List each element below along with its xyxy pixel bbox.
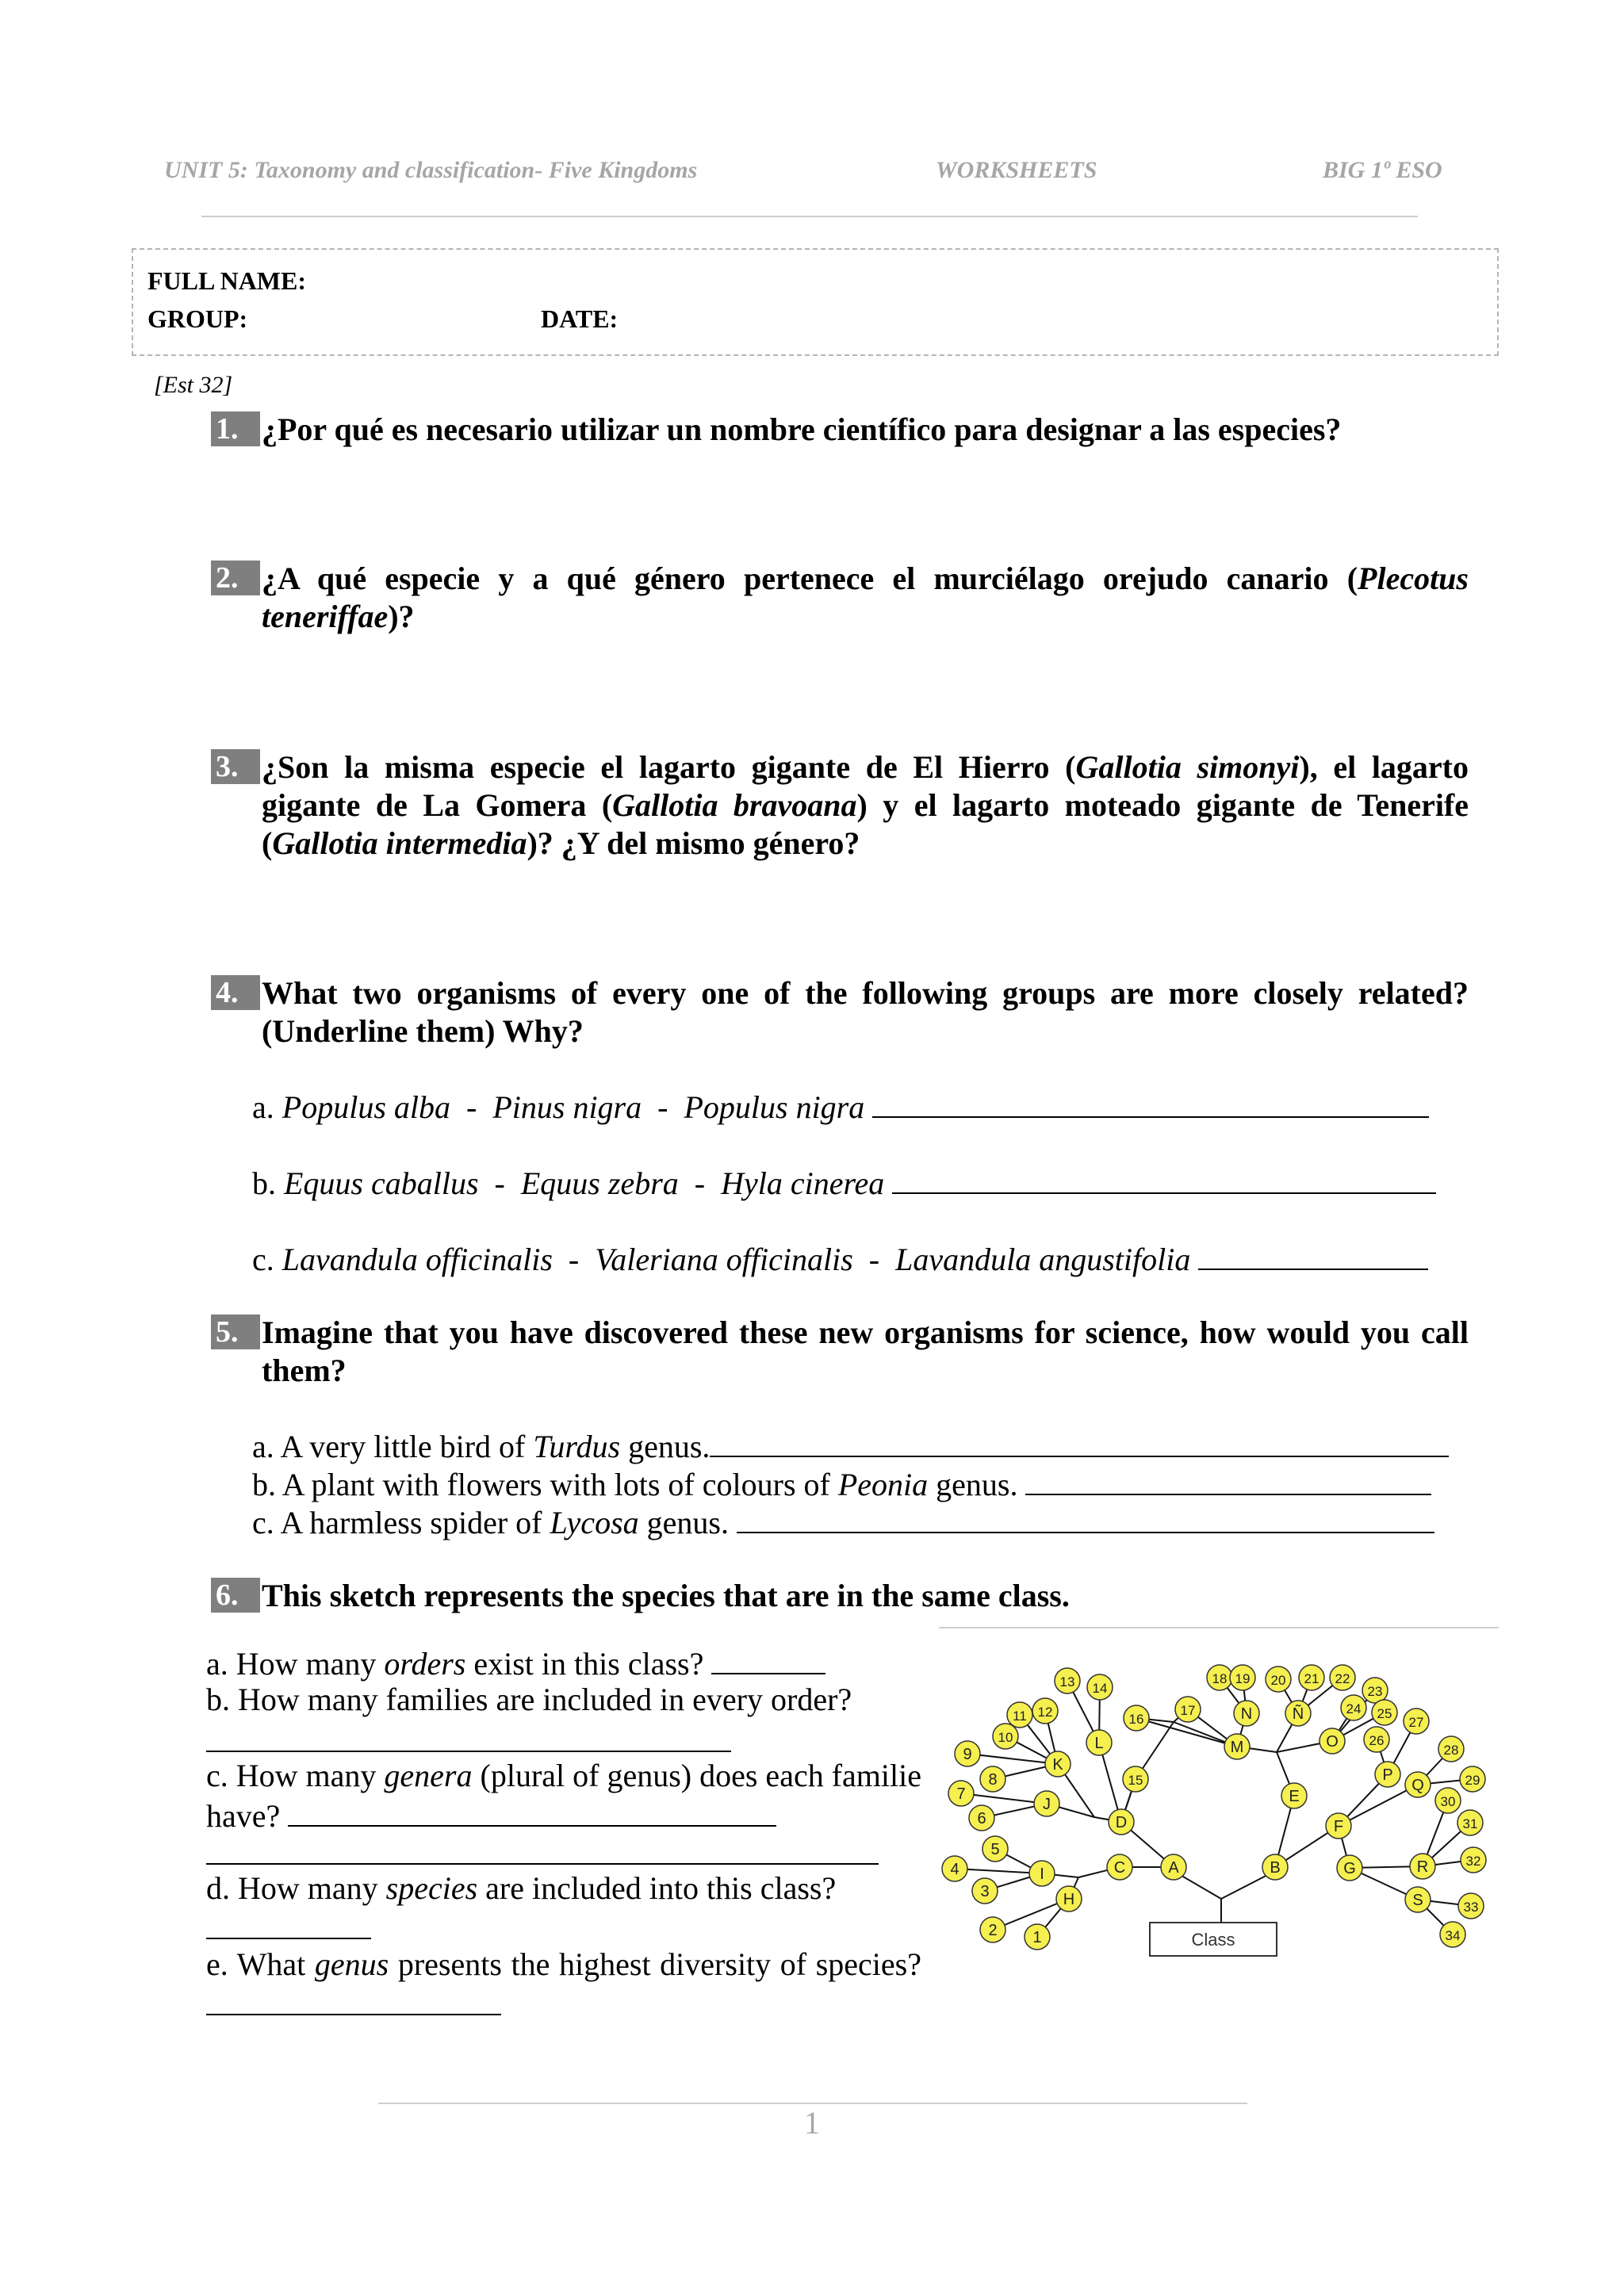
tree-node [1029, 1861, 1055, 1886]
full-name-label: FULL NAME: [147, 266, 306, 295]
question-4b: b. Equus caballus - Equus zebra - Hyla cinerea [252, 1162, 1436, 1203]
tree-node-label: G [1343, 1860, 1356, 1877]
tree-node-label: I [1040, 1866, 1044, 1883]
tree-node-label: Ñ [1292, 1705, 1304, 1723]
question-6e: e. What genus presents the highest diversity of species? [206, 1946, 921, 2024]
tree-node [1107, 1854, 1132, 1880]
tree-node-label: 3 [980, 1883, 990, 1900]
tree-node [1460, 1766, 1485, 1792]
tree-node-label: 26 [1369, 1733, 1385, 1748]
question-3-number: 3. [211, 749, 260, 784]
tree-node [1299, 1665, 1324, 1690]
tree-node-label: D [1115, 1814, 1128, 1831]
tree-node [1109, 1809, 1134, 1835]
tree-node [1320, 1728, 1345, 1754]
tree-node-label: 34 [1445, 1928, 1461, 1943]
tree-node-label: B [1270, 1859, 1281, 1877]
tree-node [1087, 1674, 1113, 1700]
answer-line-4b[interactable] [892, 1162, 1436, 1194]
tree-node [1405, 1887, 1431, 1912]
question-5-number: 5. [211, 1314, 260, 1349]
tree-node [1224, 1734, 1250, 1759]
tree-node-label: L [1094, 1735, 1104, 1752]
tree-node [1086, 1730, 1112, 1755]
tree-node [982, 1836, 1008, 1862]
question-4-number: 4. [211, 975, 260, 1010]
tree-node [980, 1917, 1005, 1942]
question-6-text: This sketch represents the species that are in the same class. [262, 1578, 1070, 1613]
tree-node [1285, 1701, 1311, 1726]
tree-node [1161, 1854, 1186, 1880]
question-1-number: 1. [211, 411, 260, 446]
tree-node-label: 30 [1440, 1794, 1456, 1809]
answer-line-4c[interactable] [1198, 1238, 1428, 1270]
question-6-number: 6. [211, 1578, 260, 1613]
tree-node-label: 7 [956, 1785, 966, 1803]
header-worksheets: WORKSHEETS [936, 157, 1097, 183]
tree-node [1025, 1924, 1050, 1950]
tree-node [955, 1741, 980, 1766]
tree-node-label: 27 [1408, 1715, 1424, 1730]
tree-node [1045, 1751, 1071, 1777]
sketch-top-rule [939, 1627, 1499, 1628]
question-3-text: ¿Son la misma especie el lagarto gigante de El Hierro (Gallotia simonyi), el lagarto gigante de La Gomera (Gallotia bravoana) y el lagarto moteado gigante de Tenerife (Gallotia intermedia)? ¿Y del mismo género? [262, 749, 1469, 861]
tree-node-label: 25 [1377, 1706, 1392, 1721]
student-info-box [132, 248, 1499, 356]
tree-node-label: F [1333, 1818, 1344, 1835]
tree-node-label: M [1230, 1739, 1244, 1756]
tree-branch [1339, 1785, 1418, 1826]
answer-line-5c[interactable] [737, 1502, 1434, 1533]
tree-node-label: 6 [977, 1810, 986, 1827]
tree-node [1362, 1678, 1388, 1703]
tree-node [1461, 1847, 1486, 1873]
tree-node [1230, 1665, 1255, 1690]
answer-line-4a[interactable] [872, 1086, 1429, 1118]
tree-node [993, 1724, 1018, 1749]
date-label: DATE: [541, 304, 619, 333]
question-5b: b. A plant with flowers with lots of colours of Peonia genus. [252, 1464, 1431, 1504]
tree-node [1440, 1922, 1465, 1947]
tree-node [942, 1856, 967, 1881]
tree-node [1405, 1772, 1431, 1797]
tree-node-label: 18 [1212, 1671, 1228, 1686]
answer-line-6b[interactable] [206, 1751, 731, 1752]
tree-node-label: R [1416, 1858, 1429, 1876]
tree-node [980, 1766, 1005, 1792]
tree-node-label: 29 [1465, 1773, 1480, 1788]
answer-line-5a[interactable] [710, 1425, 1449, 1457]
tree-node [1055, 1668, 1080, 1693]
tree-node-label: A [1168, 1859, 1179, 1877]
tree-root-label: Class [1191, 1930, 1235, 1950]
tree-node-label: 2 [988, 1922, 998, 1939]
question-4c: c. Lavandula officinalis - Valeriana officinalis - Lavandula angustifolia [252, 1238, 1428, 1279]
tree-node [1330, 1665, 1355, 1690]
tree-node-label: 31 [1462, 1816, 1478, 1831]
tree-node-label: Q [1411, 1777, 1424, 1794]
tree-node-label: 11 [1013, 1709, 1027, 1724]
tree-branch [967, 1754, 1058, 1764]
question-2-text: ¿A qué especie y a qué género pertenece el murciélago orejudo canario (Plecotus teneriffae)? [262, 561, 1469, 634]
tree-node-label: 14 [1092, 1681, 1108, 1696]
tree-node-label: 17 [1180, 1703, 1196, 1718]
tree-node [1438, 1736, 1464, 1762]
tree-node [1124, 1705, 1149, 1731]
tree-node-label: 16 [1128, 1712, 1144, 1727]
tree-node [969, 1805, 994, 1831]
tree-node [1372, 1700, 1397, 1725]
tree-node [1056, 1886, 1082, 1911]
header-course: BIG 1º ESO [1323, 157, 1442, 183]
question-5a: a. A very little bird of Turdus genus. [252, 1425, 1449, 1466]
tree-node-label: 9 [963, 1746, 972, 1763]
question-4-text: What two organisms of every one of the following groups are more closely related? (Underline them) Why? [262, 975, 1469, 1049]
answer-line-6e[interactable] [206, 1984, 501, 2015]
tree-node [972, 1878, 998, 1904]
tree-node-label: 32 [1465, 1854, 1481, 1869]
tree-node [1458, 1893, 1484, 1919]
tree-node-label: H [1063, 1891, 1075, 1908]
tree-node-label: 5 [990, 1841, 1000, 1858]
question-2-number: 2. [211, 561, 260, 595]
tree-node [1435, 1788, 1461, 1813]
tree-node-label: 28 [1443, 1743, 1459, 1758]
question-5c: c. A harmless spider of Lycosa genus. [252, 1502, 1434, 1542]
tree-node-label: 4 [950, 1861, 959, 1878]
answer-line-6c-2[interactable] [206, 1863, 879, 1865]
tree-node [1207, 1665, 1232, 1690]
tree-node [1007, 1702, 1032, 1728]
group-label: GROUP: [147, 304, 248, 333]
tree-node [1410, 1854, 1435, 1879]
tree-node-label: E [1289, 1788, 1300, 1805]
question-6a: a. How many orders exist in this class? [206, 1643, 921, 1683]
tree-node [1364, 1727, 1389, 1752]
question-6b: b. How many families are included in every order? [206, 1682, 852, 1717]
question-4a: a. Populus alba - Pinus nigra - Populus nigra [252, 1086, 1429, 1127]
tree-node-label: 13 [1059, 1674, 1075, 1689]
tree-node [1281, 1783, 1307, 1808]
answer-line-6a[interactable] [711, 1643, 825, 1674]
question-1-text: ¿Por qué es necesario utilizar un nombre científico para designar a las especies? [262, 411, 1342, 447]
tree-node [1326, 1813, 1351, 1839]
answer-line-5b[interactable] [1025, 1464, 1431, 1495]
tree-node [1234, 1701, 1259, 1726]
tree-node-label: 23 [1367, 1684, 1383, 1699]
page-number: 1 [804, 2105, 820, 2141]
tree-node [1266, 1667, 1291, 1692]
answer-line-6c[interactable] [288, 1795, 776, 1827]
tree-node-label: K [1052, 1756, 1063, 1774]
tree-node [1032, 1698, 1058, 1724]
header-unit: UNIT 5: Taxonomy and classification- Five Kingdoms [164, 157, 698, 183]
tree-node [1404, 1709, 1429, 1734]
tree-node-label: 24 [1346, 1701, 1362, 1716]
tree-node [1175, 1697, 1201, 1722]
header-rule [201, 216, 1418, 217]
tree-node [1457, 1810, 1483, 1835]
tree-node-label: 33 [1463, 1900, 1479, 1915]
tree-node-label: P [1382, 1766, 1393, 1784]
answer-line-6d[interactable] [206, 1938, 371, 1939]
tree-node [1341, 1695, 1366, 1720]
tree-node [1123, 1766, 1148, 1792]
tree-node-label: 10 [998, 1730, 1013, 1745]
tree-node-label: 21 [1304, 1671, 1320, 1686]
tree-node-label: N [1240, 1705, 1253, 1723]
standard-reference: [Est 32] [154, 372, 233, 398]
tree-node-label: 20 [1270, 1673, 1286, 1688]
tree-node-label: 1 [1032, 1929, 1042, 1946]
tree-node-label: J [1043, 1796, 1051, 1813]
tree-node-label: 15 [1128, 1773, 1143, 1788]
question-6c: c. How many genera (plural of genus) does each familie have? [206, 1758, 921, 1834]
tree-node-label: S [1412, 1892, 1423, 1909]
tree-node-label: 19 [1235, 1671, 1251, 1686]
taxonomy-tree-sketch [936, 1633, 1507, 1974]
tree-node [1337, 1855, 1362, 1881]
tree-node-label: 22 [1335, 1671, 1350, 1686]
tree-node-label: 12 [1037, 1705, 1053, 1720]
tree-node-label: O [1326, 1733, 1339, 1751]
question-6d: d. How many species are included into this class? [206, 1870, 837, 1906]
tree-node [948, 1781, 974, 1806]
tree-node-label: C [1113, 1859, 1126, 1877]
tree-node-label: 8 [988, 1771, 998, 1789]
tree-node [1375, 1762, 1400, 1787]
tree-node [1034, 1791, 1059, 1816]
question-5-text: Imagine that you have discovered these new organisms for science, how would you call them? [262, 1314, 1469, 1388]
tree-node [1262, 1854, 1288, 1880]
